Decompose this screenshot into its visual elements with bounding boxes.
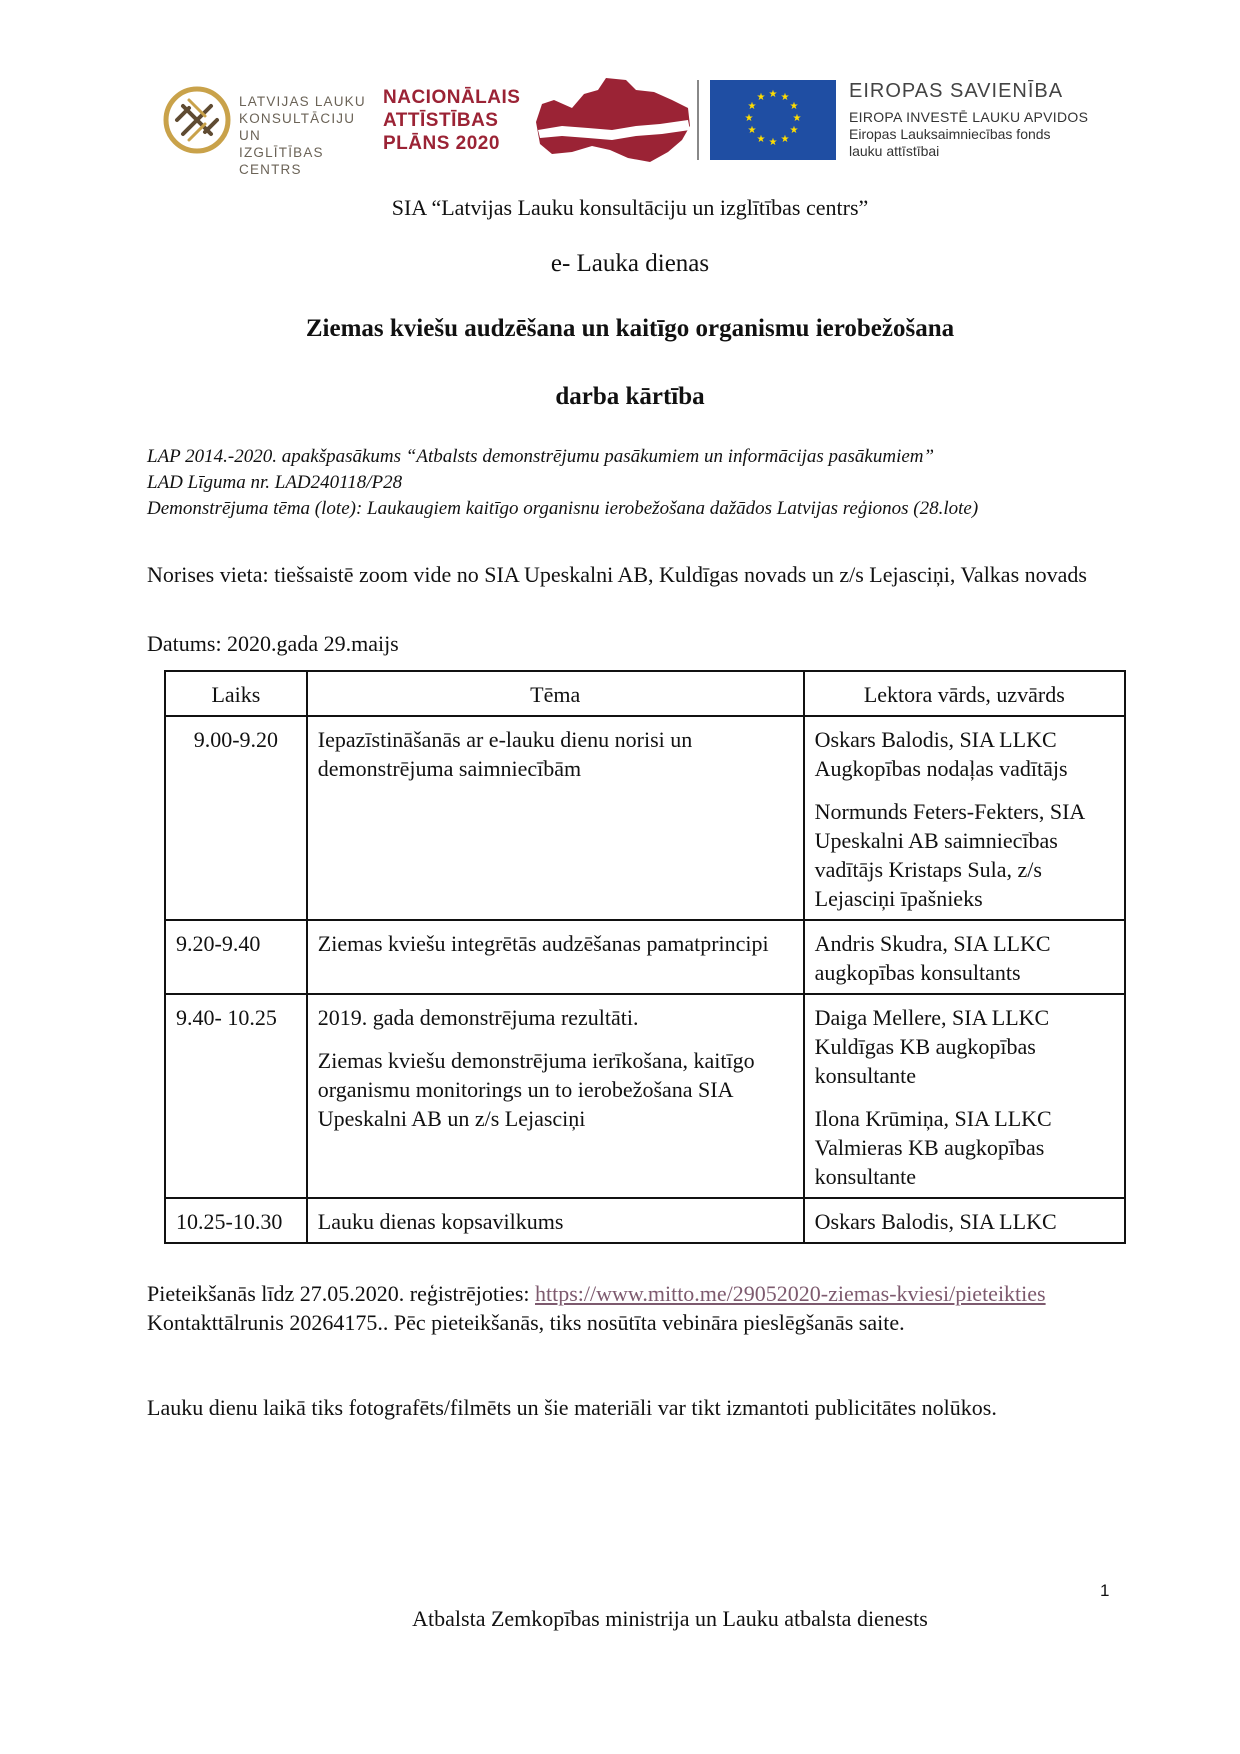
nap-logo-text: NACIONĀLAIS ATTĪSTĪBAS PLĀNS 2020 — [383, 87, 521, 154]
header-logos — [0, 0, 1240, 180]
agenda-topic: 2019. gada demonstrējuma rezultāti. Ziemas kviešu demonstrējuma ierīkošana, kaitīgo organismu monitorings un to ierobežošana SIA Upeskalni AB un z/s Lejasciņi — [307, 994, 804, 1198]
agenda-table — [164, 670, 1126, 1244]
event-date: Datums: 2020.gada 29.maijs — [147, 631, 399, 656]
table-row — [165, 920, 1125, 994]
logo-divider — [697, 80, 699, 160]
llkc-logo-text: LATVIJAS LAUKU KONSULTĀCIJU UN IZGLĪTĪBAS CENTRS — [239, 94, 366, 177]
document-title: Ziemas kviešu audzēšana un kaitīgo organismu ierobežošana — [305, 315, 955, 342]
page-number: 1 — [1100, 1581, 1110, 1600]
agenda-time: 9.00-9.20 — [165, 716, 307, 920]
svg-text:★: ★ — [789, 101, 799, 112]
table-row — [165, 716, 1125, 920]
agenda-lecturer: Oskars Balodis, SIA LLKC Augkopības nodaļas vadītājs Normunds Feters-Fekters, SIA Upeskalni AB saimniecības vadītājs Kristaps Sula, z/s Lejasciņi īpašnieks — [804, 716, 1125, 920]
table-row — [165, 994, 1125, 1198]
agenda-topic: Lauku dienas kopsavilkums — [307, 1198, 804, 1243]
agenda-topic: Ziemas kviešu integrētās audzēšanas pamatprincipi — [307, 920, 804, 994]
eu-subtitle-line: EIROPA INVESTĒ LAUKU APVIDOS — [849, 109, 1089, 125]
table-row — [165, 1198, 1125, 1243]
agenda-lecturer: Andris Skudra, SIA LLKC augkopības konsultants — [804, 920, 1125, 994]
column-header-time: Laiks — [165, 671, 307, 716]
agenda-time: 9.40- 10.25 — [165, 994, 307, 1198]
meta-line: Demonstrējuma tēma (lote): Laukaugiem kaitīgo organisnu ierobežošana dažādos Latvijas reģionos (28.lote) — [147, 498, 979, 519]
registration-link[interactable]: https://www.mitto.me/29052020-ziemas-kviesi/pieteikties — [535, 1281, 1046, 1306]
contact-phone: Kontakttālrunis 20264175.. Pēc pieteikšanās, tiks nosūtīta vebināra pieslēgšanās saite. — [147, 1310, 905, 1335]
document-subtitle: darba kārtība — [555, 383, 705, 410]
eu-subtitle-line: Eiropas Lauksaimniecības fonds — [849, 126, 1051, 142]
event-type: e- Lauka dienas — [550, 250, 710, 277]
agenda-time: 10.25-10.30 — [165, 1198, 307, 1243]
meta-line: LAD Līguma nr. LAD240118/P28 — [147, 472, 403, 493]
svg-text:★: ★ — [747, 101, 757, 112]
agenda-lecturer: Oskars Balodis, SIA LLKC — [804, 1198, 1125, 1243]
svg-text:★: ★ — [747, 125, 757, 136]
registration-text: Pieteikšanās līdz 27.05.2020. reģistrējoties: — [147, 1281, 535, 1306]
svg-text:★: ★ — [744, 113, 754, 124]
svg-text:★: ★ — [780, 134, 790, 145]
event-location: Norises vieta: tiešsaistē zoom vide no SIA Upeskalni AB, Kuldīgas novads un z/s Lejasciņi, Valkas novads — [147, 562, 1087, 587]
meta-line: LAP 2014.-2020. apakšpasākums “Atbalsts demonstrējumu pasākumiem un informācijas pasākumiem” — [147, 446, 935, 467]
eu-logo-text — [849, 80, 1129, 160]
svg-text:★: ★ — [768, 89, 778, 100]
footer-support: Atbalsta Zemkopības ministrija un Lauku atbalsta dienests — [412, 1606, 928, 1631]
svg-text:★: ★ — [780, 92, 790, 103]
svg-text:★: ★ — [756, 134, 766, 145]
eu-subtitle-line: lauku attīstībai — [849, 143, 940, 159]
registration-info — [147, 1279, 1097, 1337]
table-header-row — [165, 671, 1125, 716]
llkc-logo — [163, 84, 373, 177]
publicity-notice: Lauku dienu laikā tiks fotografēts/filmēts un šie materiāli var tikt izmantoti publicitātes nolūkos. — [147, 1395, 997, 1420]
agenda-time: 9.20-9.40 — [165, 920, 307, 994]
svg-text:★: ★ — [792, 113, 802, 124]
latvia-map-icon — [532, 74, 694, 166]
agenda-topic: Iepazīstināšanās ar e-lauku dienu norisi un demonstrējuma saimniecībām — [307, 716, 804, 920]
column-header-lecturer: Lektora vārds, uzvārds — [804, 671, 1125, 716]
svg-text:★: ★ — [768, 137, 778, 148]
organization-name: SIA “Latvijas Lauku konsultāciju un izglītības centrs” — [391, 195, 869, 220]
svg-text:★: ★ — [789, 125, 799, 136]
agenda-lecturer: Daiga Mellere, SIA LLKC Kuldīgas KB augkopības konsultante Ilona Krūmiņa, SIA LLKC Valmieras KB augkopības konsultante — [804, 994, 1125, 1198]
eu-flag-icon — [710, 80, 836, 160]
svg-text:★: ★ — [756, 92, 766, 103]
project-meta — [147, 444, 1107, 522]
column-header-topic: Tēma — [307, 671, 804, 716]
llkc-emblem-icon — [163, 86, 231, 154]
eu-title: EIROPAS SAVIENĪBA — [849, 80, 1064, 102]
